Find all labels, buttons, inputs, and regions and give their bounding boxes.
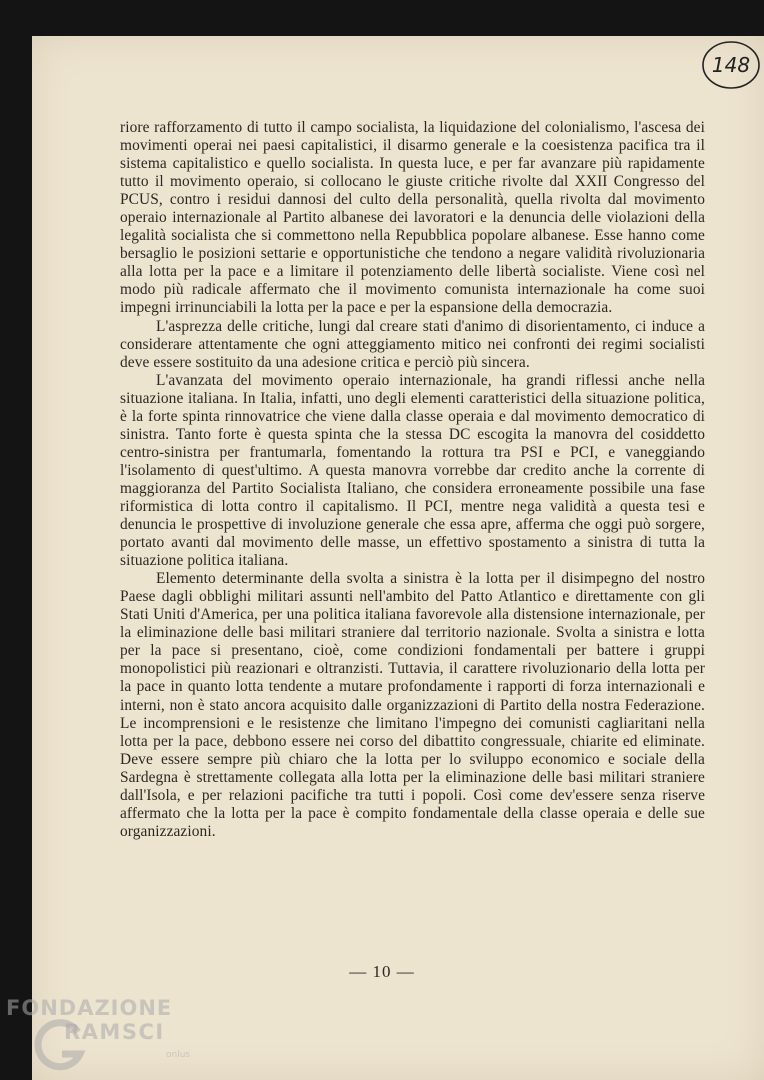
body-text [120, 119, 705, 841]
paragraph-4: Elemento determinante della svolta a sinistra è la lotta per il disimpegno del nostro Paese dagli obblighi militari assunti nell'ambito del Patto Atlantico e direttamente con gli Stati Uniti d'America, per una politica italiana favorevole alla distensione internazionale, per la eliminazione delle basi militari straniere dal territorio nazionale. Svolta a sinistra e lotta per la pace si presentano, cioè, come condizioni fondamentali per battere i gruppi monopolistici più reazionari e oltranzisti. Tuttavia, il carattere rivoluzionario della lotta per la pace in quanto lotta tendente a mutare profondamente i rapporti di forza internazionali e interni, non è stato ancora acquisito dalle organizzazioni di Partito della nostra Federazione. Le incomprensioni e le resistenze che limitano l'impegno dei comunisti cagliaritani nella lotta per la pace, debbono essere nei corso del dibattito congressuale, chiarite ed eliminate. Deve essere sempre più chiaro che la lotta per lo sviluppo economico e sociale della Sardegna è strettamente collegata alla lotta per la eliminazione delle basi militari straniere dall'Isola, e per relazioni pacifiche tra tutti i popoli. Così come dev'essere senza riserve affermato che la lotta per la pace è compito fondamentale della classe operaia e delle sue organizzazioni. [120, 570, 705, 840]
watermark-line3: onlus [166, 1050, 191, 1060]
paragraph-3: L'avanzata del movimento operaio internazionale, ha grandi riflessi anche nella situazione italiana. In Italia, infatti, uno degli elementi caratteristici della situazione politica, è la forte spinta rinnovatrice che viene dalla classe operaia e dal movimento democratico di sinistra. Tanto forte è questa spinta che la stessa DC escogita la manovra del cosiddetto centro-sinistra per frantumarla, fomentando la rottura tra PSI e PCI, e vaneggiando l'isolamento di quest'ultimo. A questa manovra vorrebbe dar credito anche la corrente di maggioranza del Partito Socialista Italiano, che considera erroneamente possibile una fase riformistica di lotta contro il capitalismo. Il PCI, mentre nega validità a questa tesi e denuncia le prospettive di involuzione generale che essa apre, afferma che oggi può sorgere, portato avanti dal movimento delle masse, un effettivo spostamento a sinistra di tutta la situazione politica italiana. [120, 371, 705, 570]
page-folio: — 10 — [349, 962, 415, 981]
page-number-text: 148 [711, 53, 751, 77]
watermark-line1: FONDAZIONE [6, 996, 173, 1020]
watermark-line2: RAMSCI [64, 1020, 165, 1044]
paragraph-1: riore rafforzamento di tutto il campo socialista, la liquidazione del colonialismo, l'ascesa dei movimenti operai nei paesi capitalistici, il disarmo generale e la coesistenza pacifica tra il sistema capitalistico e quello socialista. In questa luce, e per far avanzare più rapidamente tutto il movimento operaio, si collocano le giuste critiche rivolte dal XXII Congresso del PCUS, contro i residui dannosi del culto della personalità, quella rivolta dal movimento operaio internazionale al Partito albanese dei lavoratori e la denuncia delle violazioni della legalità socialista che si commettono nella Repubblica popolare albanese. Esse hanno come bersaglio le posizioni settarie e opportunistiche che tendono a negare validità rivoluzionaria alla lotta per la pace e a limitare il potenziamento delle libertà socialiste. Viene così nel modo più radicale affermato che il movimento comunista internazionale ha come suoi impegni irrinunciabili la lotta per la pace e per la espansione della democrazia. [120, 119, 705, 317]
handwritten-page-number [700, 38, 762, 92]
watermark-logo [6, 996, 196, 1076]
paragraph-2: L'asprezza delle critiche, lungi dal creare stati d'animo di disorientamento, ci induce a considerare attentamente che ogni atteggiamento mitico nei confronti dei regimi socialisti deve essere sostituito da una adesione critica e perciò più sincera. [120, 317, 705, 371]
